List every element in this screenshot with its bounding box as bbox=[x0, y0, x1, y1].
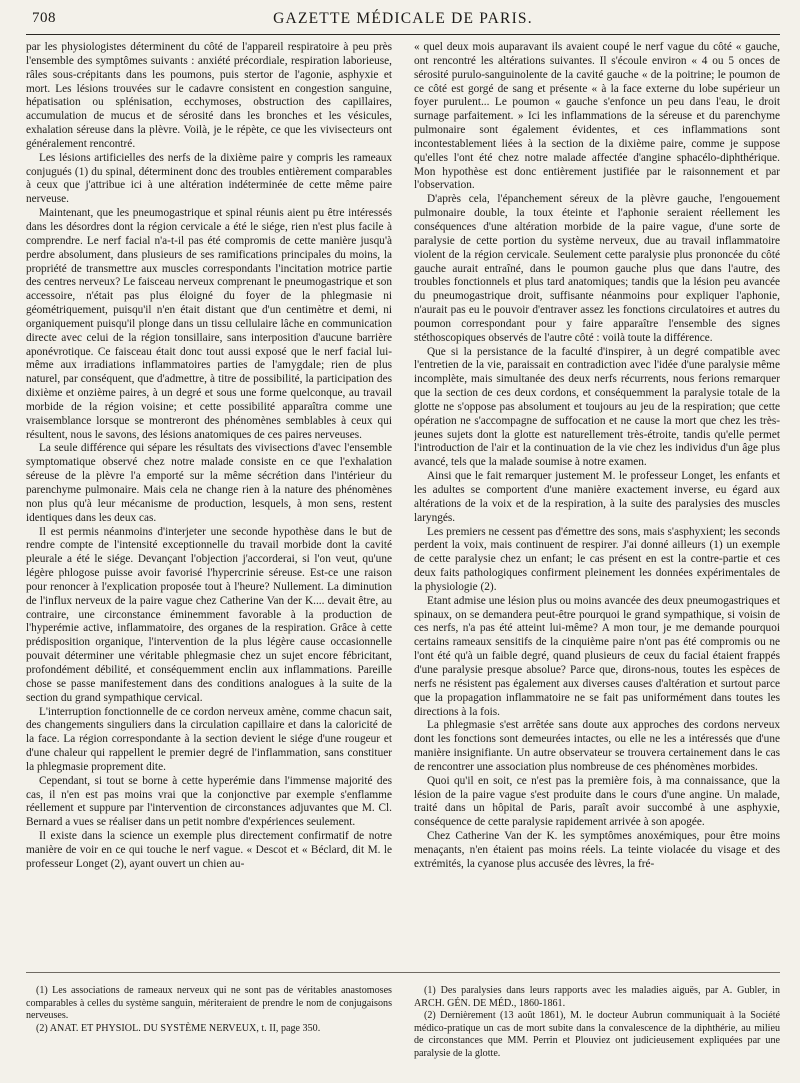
left-column bbox=[26, 41, 392, 961]
paragraph: La phlegmasie s'est arrêtée sans doute aux approches des cordons nerveux dont les fonctions sont demeurées intactes, ou elle ne les a intéressés que d'une manière insignifiante. Un autre observateur se trouvera certainement dans le cas de rencontrer une association plus nombreuse de ces phénomènes morbides. bbox=[414, 719, 780, 773]
paragraph: D'après cela, l'épanchement séreux de la plèvre gauche, l'engouement pulmonaire double, la toux éteinte et l'aphonie seraient réellement les conséquences d'une altération morbide de la paire vague, d'une sorte de paralysie de cette portion du système nerveux, due au travail inflammatoire violent de la région cervicale. Seulement cette paralysie plus prononcée du côté gauche aurait entraîné, dans le poumon gauche plus que dans l'autre, des troubles fonctionnels et plus tard anatomiques; tandis que la lésion peu avancée du pneumogastrique droit, suffisante néanmoins pour expliquer l'aphonie, n'aurait pas eu le pouvoir d'entraver assez les fonctions circulatoires et autres du poumon correspondant pour y faire apparaître l'ensemble des signes stéthoscopiques observés de l'autre côté : voilà toute la différence. bbox=[414, 193, 780, 344]
paragraph: Les premiers ne cessent pas d'émettre des sons, mais s'asphyxient; les seconds perdent la voix, mais continuent de respirer. J'ai donné ailleurs (1) un exemple de cette paralysie chez un enfant; le cas présent en est la contre-partie et ces deux faits pathologiques confirment pleinement les données expérimentales de la physiologie (2). bbox=[414, 525, 780, 593]
footnote: (1) Les associations de rameaux nerveux qui ne sont pas de véritables anastomoses comparables à celles du système sanguin, mériteraient de prendre le nom de conjugaisons nerveuses. bbox=[26, 985, 392, 1022]
footnotes-right bbox=[414, 985, 780, 1083]
paragraph: Que si la persistance de la faculté d'inspirer, à un degré compatible avec l'entretien de la vie, paraissait en contradiction avec l'idée d'une paralysie même incomplète, mais simultanée des deux nerfs récurrents, nous ferions remarquer que la section de ces deux cordons, et conséquemment la paralysie totale de la glotte ne s'oppose pas absolument et toujours au jeu de la respiration; que cette opération ne s'accompagne de suffocation et ne cause la mort que chez les très-jeunes sujets dont la glotte est naturellement très-étroite, tandis qu'elle permet l'introduction de l'air et la continuation de la vie chez les individus d'un âge plus avancé, tels que la malade soumise à notre examen. bbox=[414, 345, 780, 469]
footnotes bbox=[26, 972, 780, 1083]
footnote: (1) Des paralysies dans leurs rapports avec les maladies aiguës, par A. Gubler, in ARCH. GÉN. DE MÉD., 1860-1861. bbox=[414, 985, 780, 1009]
paragraph: Chez Catherine Van der K. les symptômes anoxémiques, pour être moins menaçants, n'en étaient pas moins réels. La teinte violacée du visage et des extrémités, la cyanose plus accusée des lèvres, la fré- bbox=[414, 830, 780, 870]
page-number: 708 bbox=[32, 10, 56, 26]
footnote: (2) Dernièrement (13 août 1861), M. le docteur Aubrun communiquait à la Société médico-pratique un cas de mort subite dans la convalescence de la diphthérie, au milieu de circonstances que MM. Perrin et Plouviez ont judicieusement expliquées par une paralysie de la glotte. bbox=[414, 1010, 780, 1059]
paragraph: Ainsi que le fait remarquer justement M. le professeur Longet, les enfants et les adultes se comportent d'une manière exactement inverse, eu égard aux altérations de la voix et de la respiration, à la suite des paralysies des muscles laryngés. bbox=[414, 470, 780, 524]
paragraph: Cependant, si tout se borne à cette hyperémie dans l'immense majorité des cas, il n'en est pas moins vrai que la conjonctive par exemple s'enflamme réellement et suppure par l'intervention de circonstances adjuvantes que M. Cl. Bernard a vues se réaliser dans un petit nombre d'expériences seulement. bbox=[26, 774, 392, 829]
footnotes-left bbox=[26, 985, 392, 1083]
paragraph: Les lésions artificielles des nerfs de la dixième paire y compris les rameaux conjugués (1) du spinal, déterminent donc des troubles entièrement comparables à ceux que j'attribue ici à une altération indéterminée de cette même paire nerveuse. bbox=[26, 151, 392, 206]
paragraph: Quoi qu'il en soit, ce n'est pas la première fois, à ma connaissance, que la lésion de la paire vague s'est produite dans le cours d'une angine. Un malade, traité dans un hôpital de Paris, paraît avoir succombé à une asphyxie, conséquence de cette paralysie rapidement arrivée à son apogée. bbox=[414, 774, 780, 829]
paragraph: « quel deux mois auparavant ils avaient coupé le nerf vague du côté « gauche, ont rencontré les altérations suivantes. Il s'écoule environ « 4 ou 5 onces de sérosité purulo-sanguinolente de la cavité gauche « de la poitrine; le poumon de ce côté est gorgé de sang et présente « à la face externe du lobe supérieur un foyer purulent... Le poumon « gauche s'enfonce un peu dans l'eau, le droit surnage parfaitement. » Ici les inflammations de la séreuse et du parenchyme pulmonaire sont également évidentes, et ces inflammations sont incontestablement liées à la section de la dixième paire, comme je suppose qu'elles l'ont été chez notre malade affectée d'angine sphacélo-diphthérique. Mon hypothèse est donc entièrement justifiée par le raisonnement et par l'observation. bbox=[414, 41, 780, 192]
paragraph: par les physiologistes déterminent du côté de l'appareil respiratoire à peu près l'ensemble des symptômes suivants : anxiété précordiale, respiration laborieuse, râles sous-crépitants dans les poumons, puis stertor de l'agonie, asphyxie et mort. Les lésions trouvées sur le cadavre consistent en congestion sanguine, hépatisation ou splénisation, ecchymoses, obstruction des capillaires, accumulation de mucus et de sérosité dans les bronches et les vésicules, exhalation séreuse dans la plèvre. Voilà, je le répète, ce que les vivisecteurs ont généralement rencontré. bbox=[26, 41, 392, 150]
paragraph: Il existe dans la science un exemple plus directement confirmatif de notre manière de voir en ce qui touche le nerf vague. « Descot et « Béclard, dit M. le professeur Longet (2), ayant ouvert un chien au- bbox=[26, 830, 392, 870]
journal-title: GAZETTE MÉDICALE DE PARIS. bbox=[273, 10, 533, 27]
paragraph: Il est permis néanmoins d'interjeter une seconde hypothèse dans le but de rendre compte de l'intensité exceptionnelle du travail morbide dont la cavité pleurale a été le siége. Devançant l'objection j'accorderai, si l'on veut, qu'une légère phlogose puisse avoir favorisé l'hypercrinie séreuse. Est-ce une raison pour renoncer à l'explication proposée tout à l'heure? Nullement. La diminution de l'influx nerveux de la paire vague chez Catherine Van der K.... devait être, au contraire, une circonstance éminemment favorable à la production de l'hyperémie active, inflammatoire, des organes de la respiration. Grâce à cette prédisposition organique, l'intervention de la plus légère cause occasionnelle pouvait déterminer une véritable phlegmasie chez un sujet encore fébricitant, profondément débilité, et conséquemment enclin aux inflammations. Pareille chose se passe manifestement dans des conditions analogues à la suite de la section du grand sympathique cervical. bbox=[26, 525, 392, 704]
article-body bbox=[26, 41, 780, 961]
paragraph: Etant admise une lésion plus ou moins avancée des deux pneumogastriques et spinaux, on se demandera peut-être pourquoi le grand sympathique, si voisin de ces nerfs, n'a pas été atteint lui-même? A mon tour, je me demande pourquoi certains rameaux sensitifs de la cinquième paire n'ont pas été compromis ou ne l'ont été qu'à un faible degré, quand plusieurs de ceux du facial étaient frappés d'une paralysie presque absolue? Parce que, dirons-nous, toutes les espèces de nerfs ne résistent pas également aux diverses causes d'altération et surtout parce que la propagation inflammatoire ne se fait pas uniformément dans toutes les directions à la fois. bbox=[414, 594, 780, 718]
right-column bbox=[414, 41, 780, 961]
paragraph: La seule différence qui sépare les résultats des vivisections d'avec l'ensemble symptomatique observé chez notre malade consiste en ce que l'exhalation séreuse de la plèvre l'a emporté sur la même sécrétion dans l'intérieur du parenchyme pulmonaire. Mais cela ne change rien à la nature des phénomènes non plus qu'à leur mécanisme de production, lesquels, à mon sens, restent identiques dans les deux cas. bbox=[26, 442, 392, 524]
footnote: (2) ANAT. ET PHYSIOL. DU SYSTÈME NERVEUX, t. II, page 350. bbox=[36, 1022, 321, 1034]
page-header bbox=[26, 0, 780, 35]
paragraph: L'interruption fonctionnelle de ce cordon nerveux amène, comme chacun sait, des changements singuliers dans la circulation capillaire et dans la caloricité de la face. La région correspondante à la section devient le siége d'une rougeur et d'une chaleur qui rappellent le premier degré de l'inflammation, sans constituer la phlegmasie proprement dite. bbox=[26, 705, 392, 773]
paragraph: Maintenant, que les pneumogastrique et spinal réunis aient pu être intéressés dans les désordres dont la région cervicale a été le siége, rien n'est plus facile à comprendre. Le nerf facial n'a-t-il pas été compromis de cette manière jusqu'à perdre absolument, dans plusieurs de ses ramifications principales du moins, la propriété de transmettre aux muscles correspondants l'incitation motrice partie des centres nerveux? Le faisceau nerveux comprenant le pneumogastrique et son accessoire, n'était pas plus éloigné du foyer de la phlegmasie ni géométriquement, puisqu'il n'en était distant que d'un centimètre et demi, ni organiquement puisqu'il plonge dans un tissu cellulaire lâche en communication directe avec celui de la région tonsillaire, sans interposition d'aucune barrière aponévrotique. Ce faisceau était donc tout aussi exposé que le nerf facial lui-même aux irradiations inflammatoires parties de l'amygdale; rien de plus naturel, par conséquent, que d'admettre, à titre de possibilité, la participation des dixième et onzième paires, à un degré et sous une forme quelconque, au travail morbide de la région voisine; et cette possibilité apparaîtra comme une vraisemblance lorsque se montreront des phénomènes semblables à ceux qui résultent, nous le savons, des lésions anatomiques de ces paires nerveuses. bbox=[26, 207, 392, 441]
